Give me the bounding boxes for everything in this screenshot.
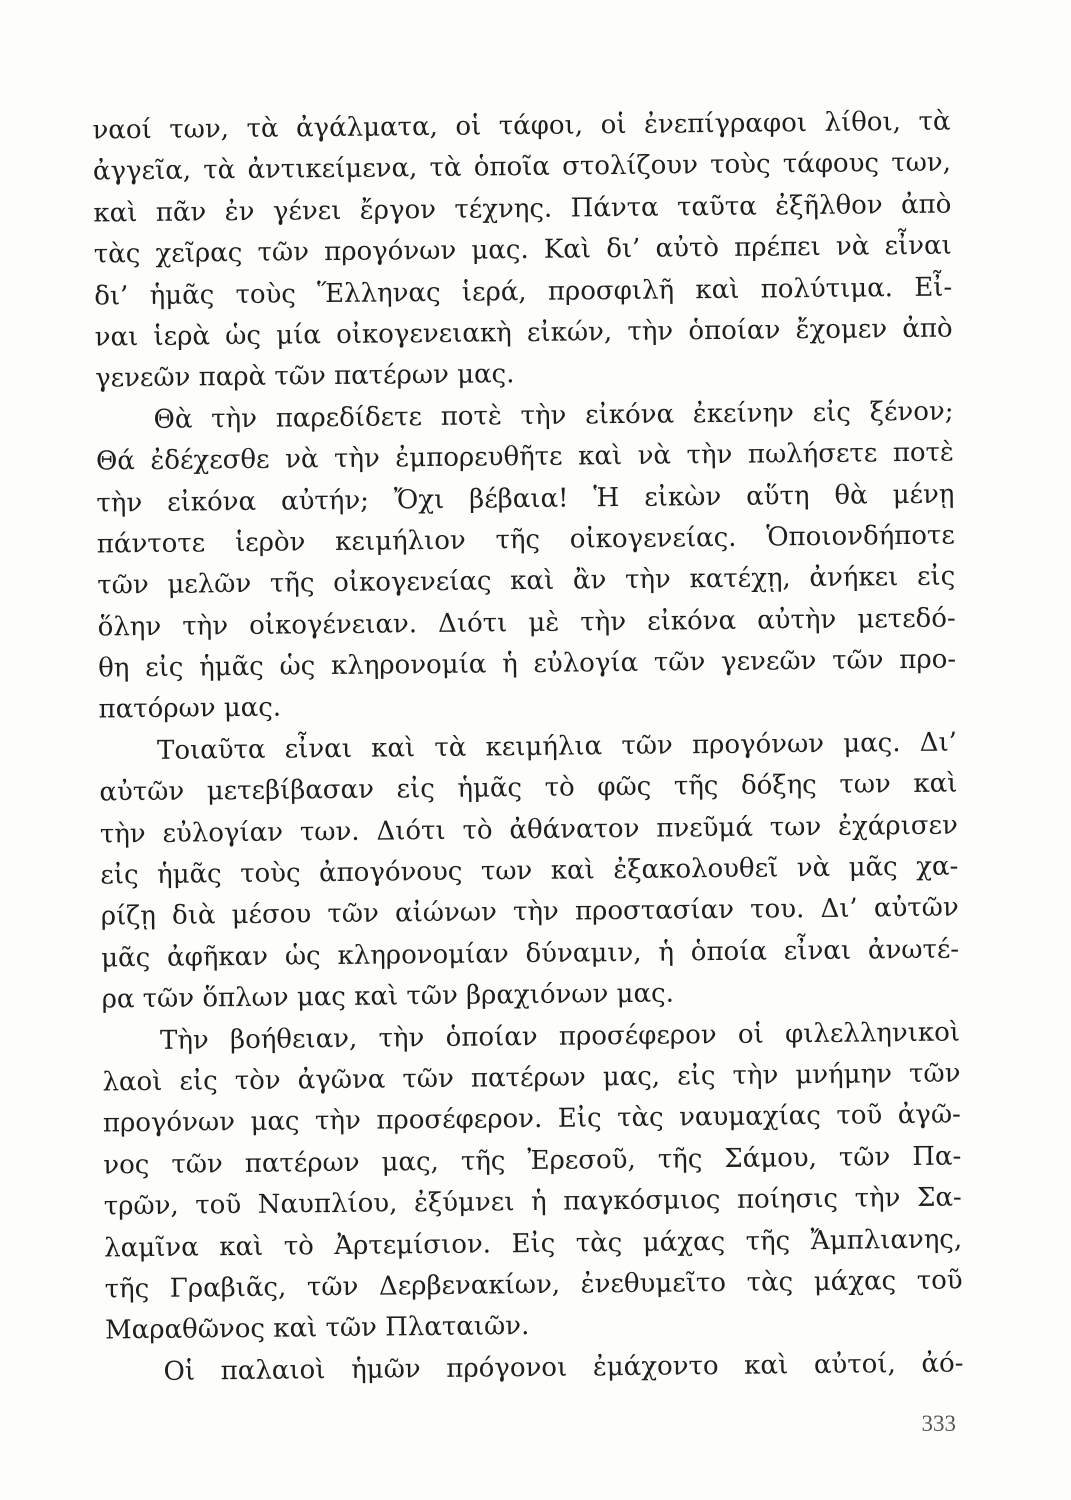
text-line: ναι ἱερὰ ὡς μία οἰκογενειακὴ εἰκών, τὴν ὁποίαν ἔχομεν ἀπὸ	[94, 313, 953, 353]
text-line: νος τῶν πατέρων μας, τῆς Ἐρεσοῦ, τῆς Σάμου, τῶν Πα-	[103, 1141, 962, 1181]
text-line: Θὰ τὴν παρεδίδετε ποτὲ τὴν εἰκόνα ἐκείνην εἰς ξένον;	[153, 396, 954, 435]
text-line: πατόρων μας.	[98, 693, 282, 725]
text-line: Μαραθῶνος καὶ τῶν Πλαταιῶν.	[104, 1311, 530, 1346]
text-line: πάντοτε ἱερὸν κειμήλιον τῆς οἰκογενείας. Ὁποιονδήποτε	[96, 520, 955, 560]
text-line: λαοὶ εἰς τὸν ἀγῶνα τῶν πατέρων μας, εἰς τὴν μνήμην τῶν	[102, 1058, 961, 1098]
text-line: ὅλην τὴν οἰκογένειαν. Διότι μὲ τὴν εἰκόνα αὐτὴν μετεδό-	[97, 603, 956, 643]
text-line: Οἱ παλαιοὶ ἡμῶν πρόγονοι ἐμάχοντο καὶ αὐτοί, ἀό-	[163, 1348, 964, 1387]
paragraph-5	[105, 1343, 963, 1393]
text-line: τρῶν, τοῦ Ναυπλίου, ἐξύμνει ἡ παγκόσμιος ποίησις τὴν Σα-	[103, 1182, 962, 1222]
text-line: ἀγγεῖα, τὰ ἀντικείμενα, τὰ ὁποῖα στολίζουν τοὺς τάφους των,	[92, 147, 952, 187]
text-line: Τοιαῦτα εἶναι καὶ τὰ κειμήλια τῶν προγόνων μας. Δι’	[156, 727, 958, 766]
text-line: προγόνων μας τὴν προσέφερον. Εἰς τὰς ναυμαχίας τοῦ ἀγῶ-	[102, 1099, 962, 1139]
text-line: τῆς Γραβιᾶς, τῶν Δερβενακίων, ἐνεθυμεῖτο τὰς μάχας τοῦ	[104, 1265, 963, 1305]
text-line: ρα τῶν ὅπλων μας καὶ τῶν βραχιόνων μας.	[101, 978, 675, 1015]
text-line: ρίζῃ διὰ μέσου τῶν αἰώνων τὴν προστασίαν του. Δι’ αὐτῶν	[100, 892, 959, 932]
text-line: τὰς χεῖρας τῶν προγόνων μας. Καὶ δι’ αὐτὸ πρέπει νὰ εἶναι	[93, 230, 952, 270]
paragraph-1	[92, 102, 953, 401]
text-line: αὐτῶν μετεβίβασαν εἰς ἡμᾶς τὸ φῶς τῆς δόξης των καὶ	[99, 768, 958, 808]
text-line: τὴν εἰκόνα αὐτήν; Ὄχι βέβαια! Ἡ εἰκὼν αὕτη θὰ μένῃ	[96, 479, 955, 519]
text-line: τὴν εὐλογίαν των. Διότι τὸ ἀθάνατον πνεῦμά των ἐχάρισεν	[99, 810, 958, 850]
text-line: εἰς ἡμᾶς τοὺς ἀπογόνους των καὶ ἐξακολουθεῖ νὰ μᾶς χα-	[100, 851, 959, 891]
text-line: μᾶς ἀφῆκαν ὡς κληρονομίαν δύναμιν, ἡ ὁποία εἶναι ἀνωτέ-	[101, 934, 960, 974]
text-line: δι’ ἡμᾶς τοὺς Ἕλληνας ἱερά, προσφιλῆ καὶ πολύτιμα. Εἶ-	[94, 272, 953, 312]
paragraph-3	[99, 722, 960, 1021]
text-line: γενεῶν παρὰ τῶν πατέρων μας.	[94, 359, 515, 394]
text-line: καὶ πᾶν ἐν γένει ἔργον τέχνης. Πάντα ταῦτα ἐξῆλθον ἀπὸ	[93, 189, 952, 229]
text-line: θη εἰς ἡμᾶς ὡς κληρονομία ἡ εὐλογία τῶν γενεῶν τῶν προ-	[97, 644, 957, 684]
text-line: τῶν μελῶν τῆς οἰκογενείας καὶ ἂν τὴν κατέχῃ, ἀνήκει εἰς	[97, 561, 956, 601]
body-text	[92, 102, 963, 1394]
text-line: ναοί των, τὰ ἀγάλματα, οἱ τάφοι, οἱ ἐνεπίγραφοι λίθοι, τὰ	[92, 106, 951, 146]
text-line: Θά ἐδέχεσθε νὰ τὴν ἐμπορευθῆτε καὶ νὰ τὴν πωλήσετε ποτὲ	[95, 437, 955, 477]
paragraph-4	[102, 1012, 963, 1352]
text-line: λαμῖνα καὶ τὸ Ἀρτεμίσιον. Εἰς τὰς μάχας τῆς Ἄμπλιανης,	[104, 1224, 963, 1264]
paragraph-2	[95, 391, 956, 731]
text-line: Τὴν βοήθειαν, τὴν ὁποίαν προσέφερον οἱ φιλελληνικοὶ	[159, 1017, 961, 1056]
page-number: 333	[921, 1411, 956, 1436]
